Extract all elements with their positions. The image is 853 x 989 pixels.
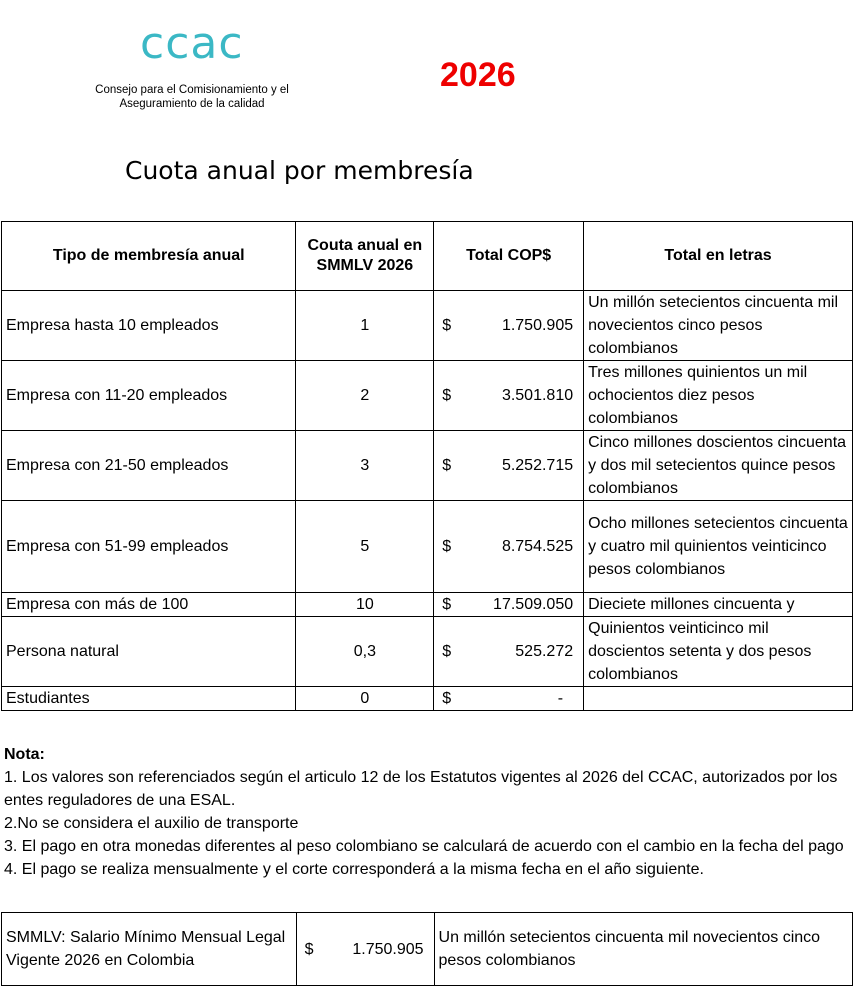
cell-smmlv: 1 — [296, 291, 434, 361]
page-title: Cuota anual por membresía — [125, 156, 474, 185]
logo-subtitle: Consejo para el Comisionamiento y el Aseguramiento de la calidad — [95, 84, 289, 110]
amount: 8.754.525 — [501, 538, 574, 555]
note-item: 1. Los valores son referenciados según el articulo 12 de los Estatutos vigentes al 2026 del CCAC, autorizados por los entes reguladores de una ESAL. — [4, 769, 838, 809]
cell-tipo: Persona natural — [2, 617, 296, 687]
currency-symbol: $ — [442, 643, 452, 660]
cell-total-cop — [434, 431, 584, 501]
cell-total-cop — [434, 501, 584, 593]
smmlv-label: SMMLV: Salario Mínimo Mensual Legal Vigente 2026 en Colombia — [2, 913, 297, 986]
cell-total-letras: Dieciete millones cincuenta y — [584, 593, 853, 617]
table-row — [2, 291, 853, 361]
cell-total-cop — [434, 617, 584, 687]
cell-tipo: Estudiantes — [2, 687, 296, 711]
table-header-row — [2, 222, 853, 291]
currency-symbol: $ — [304, 940, 314, 958]
table-row — [2, 593, 853, 617]
cell-total-cop — [434, 361, 584, 431]
column-header-total-letras: Total en letras — [584, 222, 853, 291]
year-label: 2026 — [440, 56, 516, 94]
cell-tipo: Empresa con 11-20 empleados — [2, 361, 296, 431]
table-row — [2, 431, 853, 501]
ccac-logo: ccac — [140, 18, 244, 69]
table-row — [2, 617, 853, 687]
note-item: 2.No se considera el auxilio de transporte — [4, 815, 299, 832]
cell-total-letras: Cinco millones doscientos cincuenta y dos mil setecientos quince pesos colombianos — [584, 431, 853, 501]
column-header-smmlv: Couta anual en SMMLV 2026 — [296, 222, 434, 291]
cell-smmlv: 10 — [296, 593, 434, 617]
smmlv-definition-table — [1, 912, 853, 986]
table-row — [2, 501, 853, 593]
cell-total-letras — [584, 687, 853, 711]
cell-smmlv: 2 — [296, 361, 434, 431]
amount: 5.252.715 — [501, 457, 574, 474]
note-item: 3. El pago en otra monedas diferentes al peso colombiano se calculará de acuerdo con el cambio en la fecha del pago — [4, 838, 844, 855]
smmlv-row — [2, 913, 853, 986]
cell-total-letras: Tres millones quinientos un mil ochocientos diez pesos colombianos — [584, 361, 853, 431]
currency-symbol: $ — [442, 457, 452, 474]
currency-symbol: $ — [442, 596, 452, 613]
cell-total-cop — [434, 687, 584, 711]
currency-symbol: $ — [442, 317, 452, 334]
table-row — [2, 361, 853, 431]
smmlv-value: 1.750.905 — [352, 940, 424, 958]
table-row — [2, 687, 853, 711]
smmlv-letras: Un millón setecientos cincuenta mil novecientos cinco pesos colombianos — [434, 913, 852, 986]
amount: - — [557, 690, 564, 707]
column-header-tipo: Tipo de membresía anual — [2, 222, 296, 291]
cell-tipo: Empresa con 51-99 empleados — [2, 501, 296, 593]
cell-tipo: Empresa con más de 100 — [2, 593, 296, 617]
currency-symbol: $ — [442, 538, 452, 555]
amount: 17.509.050 — [493, 596, 574, 613]
currency-symbol: $ — [442, 690, 452, 707]
cell-tipo: Empresa hasta 10 empleados — [2, 291, 296, 361]
cell-total-cop — [434, 593, 584, 617]
currency-symbol: $ — [442, 387, 452, 404]
cell-total-letras: Quinientos veinticinco mil doscientos setenta y dos pesos colombianos — [584, 617, 853, 687]
notes-heading: Nota: — [4, 746, 45, 763]
amount: 1.750.905 — [501, 317, 574, 334]
cell-total-letras: Un millón setecientos cincuenta mil novecientos cinco pesos colombianos — [584, 291, 853, 361]
cell-smmlv: 0 — [296, 687, 434, 711]
cell-smmlv: 3 — [296, 431, 434, 501]
cell-smmlv: 5 — [296, 501, 434, 593]
amount: 525.272 — [515, 643, 574, 660]
column-header-total-cop: Total COP$ — [434, 222, 584, 291]
cell-total-cop — [434, 291, 584, 361]
note-item: 4. El pago se realiza mensualmente y el corte corresponderá a la misma fecha en el año siguiente. — [4, 861, 704, 878]
cell-smmlv: 0,3 — [296, 617, 434, 687]
membership-fee-table — [1, 221, 853, 711]
smmlv-value-cell — [296, 913, 434, 986]
notes-section — [4, 743, 849, 881]
cell-tipo: Empresa con 21-50 empleados — [2, 431, 296, 501]
cell-total-letras: Ocho millones setecientos cincuenta y cuatro mil quinientos veinticinco pesos colombianos — [584, 501, 853, 593]
amount: 3.501.810 — [501, 387, 574, 404]
